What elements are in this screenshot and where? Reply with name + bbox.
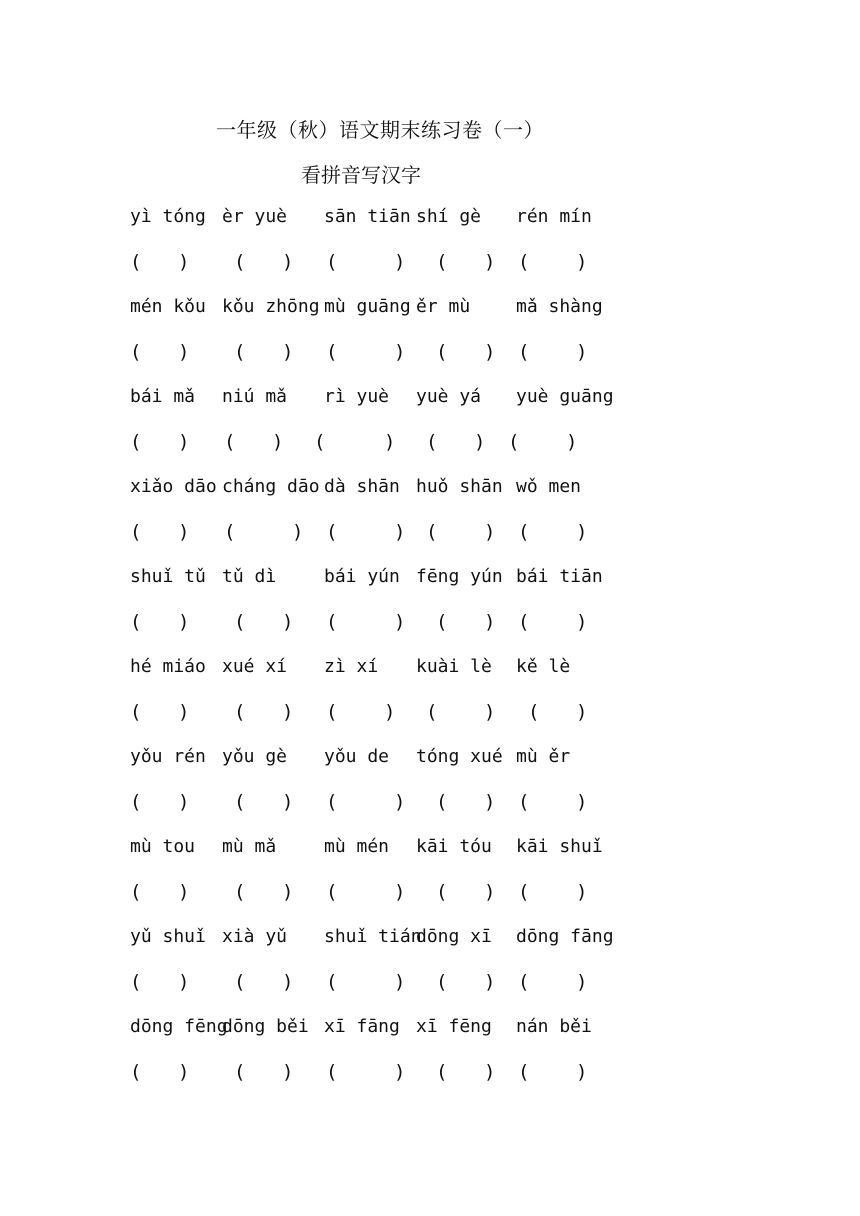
close-paren: )	[576, 521, 588, 543]
pinyin-word: zì xí	[324, 656, 379, 677]
close-paren: )	[576, 611, 588, 633]
close-paren: )	[484, 251, 496, 273]
open-paren: (	[130, 521, 142, 543]
open-paren: (	[326, 521, 338, 543]
close-paren: )	[394, 611, 406, 633]
open-paren: (	[130, 971, 142, 993]
answer-row	[130, 247, 650, 292]
close-paren: )	[484, 521, 496, 543]
close-paren: )	[394, 521, 406, 543]
pinyin-word: bái yún	[324, 566, 400, 587]
close-paren: )	[484, 791, 496, 813]
pinyin-row	[130, 202, 650, 247]
close-paren: )	[178, 431, 190, 453]
close-paren: )	[484, 881, 496, 903]
pinyin-word: shuǐ tǔ	[130, 566, 206, 587]
pinyin-word: mù mǎ	[222, 836, 277, 857]
open-paren: (	[436, 611, 448, 633]
open-paren: (	[326, 971, 338, 993]
close-paren: )	[384, 701, 396, 723]
pinyin-word: yuè guāng	[516, 386, 614, 407]
pinyin-word: yǒu gè	[222, 746, 288, 767]
close-paren: )	[282, 611, 294, 633]
close-paren: )	[484, 971, 496, 993]
close-paren: )	[292, 521, 304, 543]
open-paren: (	[518, 881, 530, 903]
open-paren: (	[326, 701, 338, 723]
open-paren: (	[436, 341, 448, 363]
open-paren: (	[518, 611, 530, 633]
pinyin-row	[130, 922, 650, 967]
pinyin-word: xiǎo dāo	[130, 476, 217, 497]
pinyin-row	[130, 832, 650, 877]
open-paren: (	[436, 971, 448, 993]
close-paren: )	[282, 701, 294, 723]
close-paren: )	[566, 431, 578, 453]
exam-title: 一年级（秋）语文期末练习卷（一）	[216, 118, 544, 142]
open-paren: (	[436, 1061, 448, 1083]
pinyin-word: xué xí	[222, 656, 288, 677]
answer-row	[130, 877, 650, 922]
pinyin-word: ěr mù	[416, 296, 471, 317]
pinyin-word: dōng běi	[222, 1016, 309, 1037]
pinyin-word: yì tóng	[130, 206, 206, 227]
open-paren: (	[518, 791, 530, 813]
answer-row	[130, 787, 650, 832]
open-paren: (	[518, 251, 530, 273]
close-paren: )	[484, 1061, 496, 1083]
pinyin-row	[130, 472, 650, 517]
close-paren: )	[282, 791, 294, 813]
pinyin-grid	[130, 202, 650, 1102]
close-paren: )	[178, 791, 190, 813]
pinyin-row	[130, 652, 650, 697]
open-paren: (	[436, 791, 448, 813]
open-paren: (	[518, 1061, 530, 1083]
answer-row	[130, 427, 650, 472]
close-paren: )	[178, 251, 190, 273]
pinyin-word: yuè yá	[416, 386, 482, 407]
pinyin-word: niú mǎ	[222, 386, 288, 407]
answer-row	[130, 967, 650, 1012]
pinyin-word: rén mín	[516, 206, 592, 227]
open-paren: (	[234, 251, 246, 273]
open-paren: (	[518, 971, 530, 993]
pinyin-word: fēng yún	[416, 566, 503, 587]
close-paren: )	[576, 341, 588, 363]
pinyin-word: dōng fēng	[130, 1016, 228, 1037]
close-paren: )	[576, 791, 588, 813]
open-paren: (	[436, 251, 448, 273]
open-paren: (	[224, 431, 236, 453]
pinyin-word: sān tiān	[324, 206, 411, 227]
close-paren: )	[282, 881, 294, 903]
close-paren: )	[576, 881, 588, 903]
pinyin-row	[130, 562, 650, 607]
pinyin-word: mǎ shàng	[516, 296, 603, 317]
open-paren: (	[130, 791, 142, 813]
open-paren: (	[314, 431, 326, 453]
close-paren: )	[282, 251, 294, 273]
pinyin-word: mù ěr	[516, 746, 571, 767]
open-paren: (	[426, 521, 438, 543]
pinyin-word: kuài lè	[416, 656, 492, 677]
close-paren: )	[178, 971, 190, 993]
pinyin-word: xī fēng	[416, 1016, 492, 1037]
pinyin-word: dōng xī	[416, 926, 492, 947]
open-paren: (	[234, 791, 246, 813]
pinyin-row	[130, 382, 650, 427]
close-paren: )	[484, 701, 496, 723]
open-paren: (	[528, 701, 540, 723]
open-paren: (	[326, 341, 338, 363]
close-paren: )	[576, 1061, 588, 1083]
pinyin-word: dōng fāng	[516, 926, 614, 947]
open-paren: (	[508, 431, 520, 453]
pinyin-word: yǒu rén	[130, 746, 206, 767]
open-paren: (	[518, 341, 530, 363]
open-paren: (	[326, 881, 338, 903]
open-paren: (	[130, 431, 142, 453]
close-paren: )	[394, 341, 406, 363]
answer-row	[130, 337, 650, 382]
close-paren: )	[474, 431, 486, 453]
close-paren: )	[178, 701, 190, 723]
pinyin-word: kǒu zhōng	[222, 296, 320, 317]
open-paren: (	[426, 701, 438, 723]
pinyin-word: xià yǔ	[222, 926, 288, 947]
close-paren: )	[484, 341, 496, 363]
pinyin-word: xī fāng	[324, 1016, 400, 1037]
close-paren: )	[178, 521, 190, 543]
open-paren: (	[234, 611, 246, 633]
open-paren: (	[436, 881, 448, 903]
pinyin-word: shí gè	[416, 206, 482, 227]
pinyin-row	[130, 1012, 650, 1057]
open-paren: (	[130, 701, 142, 723]
open-paren: (	[234, 341, 246, 363]
close-paren: )	[282, 341, 294, 363]
pinyin-word: mù guāng	[324, 296, 411, 317]
section-heading: 看拼音写汉字	[301, 163, 421, 187]
pinyin-row	[130, 742, 650, 787]
pinyin-word: shuǐ tián	[324, 926, 422, 947]
close-paren: )	[576, 701, 588, 723]
open-paren: (	[224, 521, 236, 543]
close-paren: )	[394, 791, 406, 813]
pinyin-word: èr yuè	[222, 206, 288, 227]
close-paren: )	[178, 1061, 190, 1083]
open-paren: (	[326, 251, 338, 273]
open-paren: (	[326, 791, 338, 813]
close-paren: )	[282, 971, 294, 993]
close-paren: )	[178, 341, 190, 363]
open-paren: (	[234, 1061, 246, 1083]
close-paren: )	[394, 251, 406, 273]
open-paren: (	[426, 431, 438, 453]
open-paren: (	[130, 611, 142, 633]
pinyin-word: kāi shuǐ	[516, 836, 603, 857]
open-paren: (	[234, 881, 246, 903]
pinyin-word: cháng dāo	[222, 476, 320, 497]
open-paren: (	[234, 701, 246, 723]
pinyin-word: mén kǒu	[130, 296, 206, 317]
close-paren: )	[576, 251, 588, 273]
answer-row	[130, 697, 650, 742]
pinyin-word: bái mǎ	[130, 386, 196, 407]
open-paren: (	[518, 521, 530, 543]
close-paren: )	[394, 971, 406, 993]
pinyin-word: mù mén	[324, 836, 390, 857]
pinyin-row	[130, 292, 650, 337]
answer-row	[130, 1057, 650, 1102]
close-paren: )	[282, 1061, 294, 1083]
pinyin-word: tóng xué	[416, 746, 503, 767]
open-paren: (	[326, 1061, 338, 1083]
pinyin-word: tǔ dì	[222, 566, 277, 587]
close-paren: )	[178, 881, 190, 903]
open-paren: (	[130, 341, 142, 363]
open-paren: (	[130, 1061, 142, 1083]
open-paren: (	[130, 881, 142, 903]
pinyin-word: yǒu de	[324, 746, 390, 767]
pinyin-word: kě lè	[516, 656, 571, 677]
close-paren: )	[394, 881, 406, 903]
pinyin-word: rì yuè	[324, 386, 390, 407]
close-paren: )	[576, 971, 588, 993]
open-paren: (	[234, 971, 246, 993]
pinyin-word: kāi tóu	[416, 836, 492, 857]
close-paren: )	[272, 431, 284, 453]
open-paren: (	[326, 611, 338, 633]
pinyin-word: nán běi	[516, 1016, 592, 1037]
close-paren: )	[384, 431, 396, 453]
pinyin-word: hé miáo	[130, 656, 206, 677]
pinyin-word: bái tiān	[516, 566, 603, 587]
close-paren: )	[484, 611, 496, 633]
close-paren: )	[178, 611, 190, 633]
pinyin-word: wǒ men	[516, 476, 582, 497]
open-paren: (	[130, 251, 142, 273]
pinyin-word: dà shān	[324, 476, 400, 497]
pinyin-word: yǔ shuǐ	[130, 926, 206, 947]
answer-row	[130, 607, 650, 652]
pinyin-word: mù tou	[130, 836, 196, 857]
close-paren: )	[394, 1061, 406, 1083]
pinyin-word: huǒ shān	[416, 476, 503, 497]
answer-row	[130, 517, 650, 562]
